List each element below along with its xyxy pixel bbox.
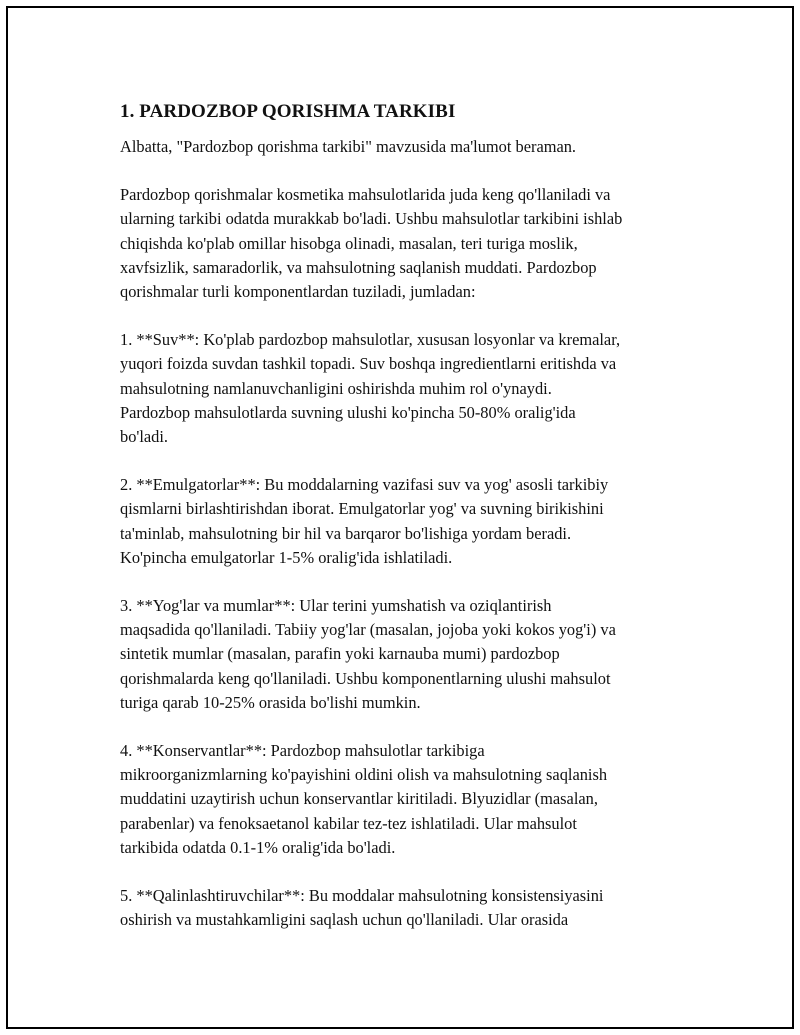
- text-line: qismlarni birlashtirishdan iborat. Emulgatorlar yog' va suvning birikishini: [120, 499, 604, 519]
- text-line: maqsadida qo'llaniladi. Tabiiy yog'lar (masalan, jojoba yoki kokos yog'i) va: [120, 620, 616, 640]
- paragraph-overview: [120, 183, 680, 304]
- text-line: 4. **Konservantlar**: Pardozbop mahsulotlar tarkibiga: [120, 741, 485, 761]
- text-line: qorishmalarda keng qo'llaniladi. Ushbu komponentlarning ulushi mahsulot: [120, 668, 611, 688]
- text-line: mikroorganizmlarning ko'payishini oldini olish va mahsulotning saqlanish: [120, 765, 608, 785]
- text-line: turiga qarab 10-25% orasida bo'lishi mumkin.: [120, 692, 421, 712]
- text-line: ta'minlab, mahsulotning bir hil va barqaror bo'lishiga yordam beradi.: [120, 523, 572, 543]
- paragraph-item-5-thickeners: [120, 884, 680, 932]
- text-line: 3. **Yog'lar va mumlar**: Ular terini yumshatish va oziqlantirish: [120, 596, 552, 616]
- text-line: parabenlar) va fenoksaetanol kabilar tez-tez ishlatiladi. Ular mahsulot: [120, 813, 577, 833]
- paragraph-item-1-water: [120, 328, 680, 449]
- paragraph-list: [120, 135, 680, 932]
- text-line: muddatini uzaytirish uchun konservantlar kiritiladi. Blyuzidlar (masalan,: [120, 789, 598, 809]
- paragraph-intro: [120, 135, 680, 159]
- text-line: 5. **Qalinlashtiruvchilar**: Bu moddalar mahsulotning konsistensiyasini: [120, 886, 604, 906]
- text-line: 2. **Emulgatorlar**: Bu moddalarning vazifasi suv va yog' asosli tarkibiy: [120, 475, 609, 495]
- text-line: sintetik mumlar (masalan, parafin yoki karnauba mumi) pardozbop: [120, 644, 560, 664]
- document-title: 1. PARDOZBOP QORISHMA TARKIBI: [120, 101, 456, 122]
- text-line: xavfsizlik, samaradorlik, va mahsulotning saqlanish muddati. Pardozbop: [120, 257, 597, 277]
- text-line: Albatta, "Pardozbop qorishma tarkibi" mavzusida ma'lumot beraman.: [120, 137, 577, 156]
- text-line: 1. **Suv**: Ko'plab pardozbop mahsulotlar, xususan losyonlar va kremalar,: [120, 330, 621, 350]
- text-line: bo'ladi.: [120, 427, 169, 447]
- paragraph-item-2-emulsifiers: [120, 473, 680, 570]
- text-line: chiqishda ko'plab omillar hisobga olinadi, masalan, teri turiga moslik,: [120, 233, 578, 253]
- text-line: qorishmalar turli komponentlardan tuziladi, jumladan:: [120, 282, 476, 302]
- text-line: Ko'pincha emulgatorlar 1-5% oralig'ida ishlatiladi.: [120, 547, 453, 567]
- document-page: [6, 6, 794, 1029]
- text-line: mahsulotning namlanuvchanligini oshirishda muhim rol o'ynaydi.: [120, 378, 552, 398]
- text-line: Pardozbop qorishmalar kosmetika mahsulotlarida juda keng qo'llaniladi va: [120, 185, 611, 205]
- paragraph-item-3-oils-waxes: [120, 594, 680, 715]
- paragraph-item-4-preservatives: [120, 739, 680, 860]
- text-line: ularning tarkibi odatda murakkab bo'ladi. Ushbu mahsulotlar tarkibini ishlab: [120, 209, 623, 229]
- document-body: [120, 96, 680, 932]
- text-line: yuqori foizda suvdan tashkil topadi. Suv boshqa ingredientlarni eritishda va: [120, 354, 617, 374]
- text-line: Pardozbop mahsulotlarda suvning ulushi ko'pincha 50-80% oralig'ida: [120, 402, 576, 422]
- text-line: oshirish va mustahkamligini saqlash uchun qo'llaniladi. Ular orasida: [120, 910, 569, 930]
- text-line: tarkibida odatda 0.1-1% oralig'ida bo'ladi.: [120, 837, 396, 857]
